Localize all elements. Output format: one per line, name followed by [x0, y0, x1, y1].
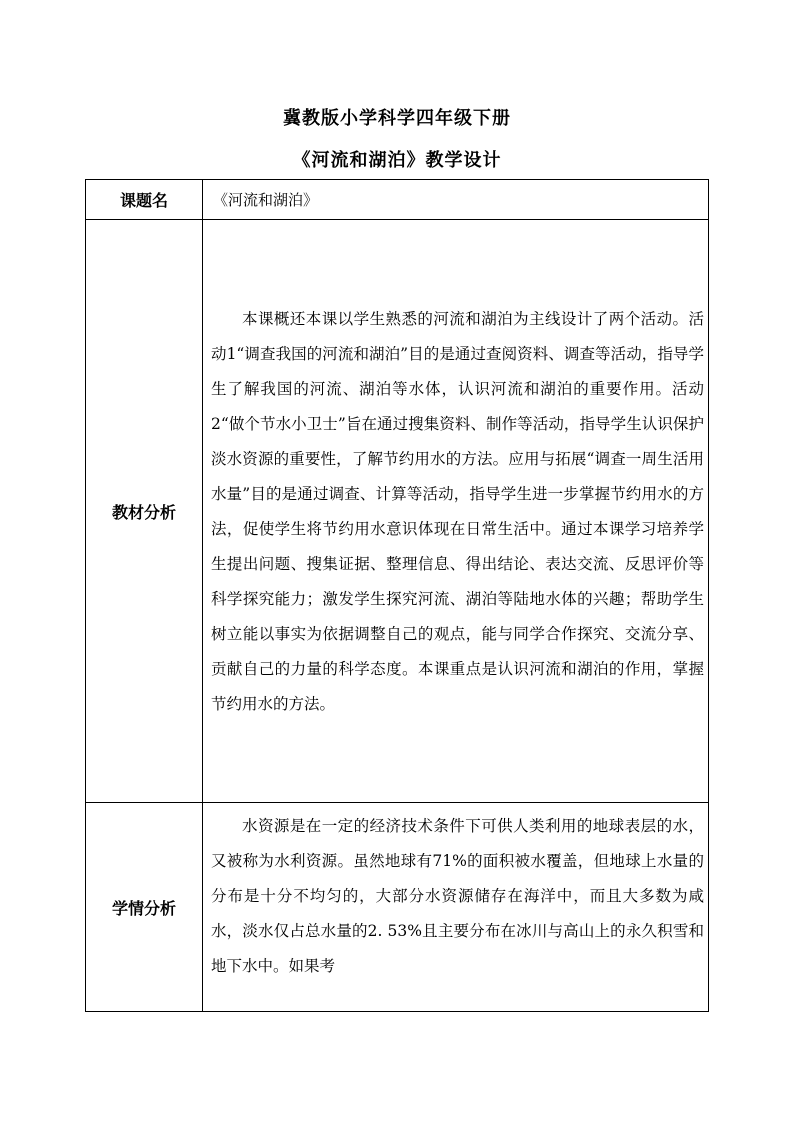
row-content-material-analysis: 本课概还本课以学生熟悉的河流和湖泊为主线设计了两个活动。活动1“调查我国的河流和湖泊”目的是通过查阅资料、调查等活动，指导学生了解我国的河流、湖泊等水体，认识河流和湖泊的重要作用。活动2“做个节水小卫士”旨在通过搜集资料、制作等活动，指导学生认识保护淡水资源的重要性，了解节约用水的方法。应用与拓展“调查一周生活用水量”目的是通过调查、计算等活动，指导学生进一步掌握节约用水的方法，促使学生将节约用水意识体现在日常生活中。通过本课学习培养学生提出问题、搜集证据、整理信息、得出结论、表达交流、反思评价等科学探究能力；激发学生探究河流、湖泊等陆地水体的兴趣；帮助学生树立能以事实为依据调整自己的观点，能与同学合作探究、交流分享、贡献自己的力量的科学态度。本课重点是认识河流和湖泊的作用，掌握节约用水的方法。 [203, 220, 709, 803]
row-label-topic: 课题名 [86, 180, 203, 220]
table-row-topic [86, 180, 709, 220]
row-content-topic: 《河流和湖泊》 [203, 180, 709, 220]
table-row-student-analysis [86, 803, 709, 1012]
table-row-material-analysis [86, 220, 709, 803]
row-label-student-analysis: 学情分析 [86, 803, 203, 1012]
document-title-line2: 《河流和湖泊》教学设计 [292, 150, 502, 171]
lesson-design-table [85, 179, 709, 1012]
row-content-student-analysis: 水资源是在一定的经济技术条件下可供人类利用的地球表层的水，又被称为水利资源。虽然地球有71%的面积被水覆盖，但地球上水量的分布是十分不均匀的，大部分水资源储存在海洋中，而且大多数为咸水，淡水仅占总水量的2. 53%且主要分布在冰川与高山上的永久积雪和地下水中。如果考 [203, 803, 709, 1012]
row-label-material-analysis: 教材分析 [86, 220, 203, 803]
document-title-line1: 冀教版小学科学四年级下册 [283, 108, 511, 129]
